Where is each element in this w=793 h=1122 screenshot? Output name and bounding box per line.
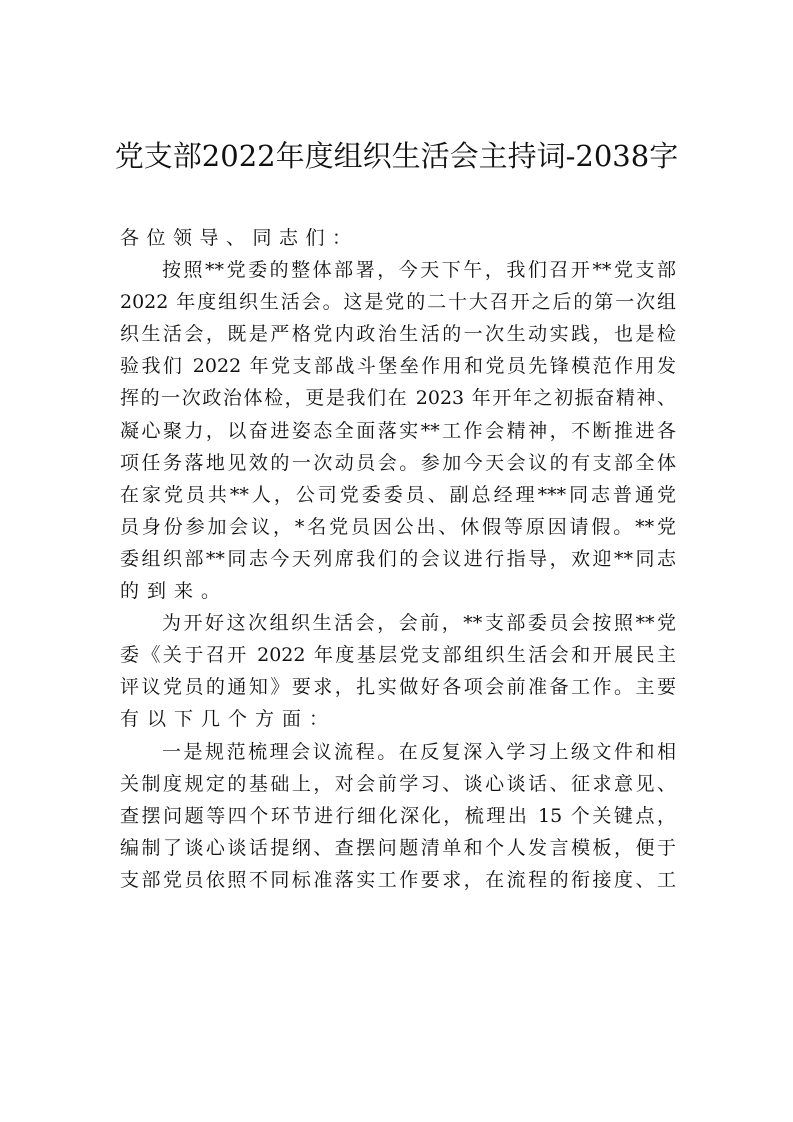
paragraph-line: 为开好这次组织生活会，会前，**支部委员会按照**党: [162, 612, 676, 635]
paragraph-2: [120, 607, 676, 735]
paragraph-line: 关制度规定的基础上，对会前学习、谈心谈话、征求意见、: [120, 772, 676, 795]
paragraph-line: 凝心聚力，以奋进姿态全面落实**工作会精神，不断推进各: [120, 419, 676, 442]
paragraph-line: 项任务落地见效的一次动员会。参加今天会议的有支部全体: [120, 451, 676, 474]
paragraph-line: 的到来。: [120, 580, 229, 603]
paragraph-line: 有以下几个方面：: [120, 708, 337, 731]
paragraph-1: [120, 254, 676, 607]
paragraph-line: 评议党员的通知》要求，扎实做好各项会前准备工作。主要: [120, 676, 676, 699]
paragraph-line: 按照**党委的整体部署，今天下午，我们召开**党支部: [162, 259, 676, 282]
document-title: 党支部2022年度组织生活会主持词-2038字: [114, 139, 679, 173]
paragraph-line: 在家党员共**人，公司党委委员、副总经理***同志普通党: [120, 483, 676, 506]
paragraph-line: 一是规范梳理会议流程。在反复深入学习上级文件和相: [162, 740, 676, 763]
paragraph-line: 编制了谈心谈话提纲、查摆问题清单和个人发言模板，便于: [120, 836, 676, 859]
paragraph-line: 支部党员依照不同标准落实工作要求，在流程的衔接度、工: [120, 868, 676, 891]
paragraph-line: 挥的一次政治体检，更是我们在 2023 年开年之初振奋精神、: [120, 387, 676, 410]
document-body: [120, 222, 676, 896]
paragraph-line: 委组织部**同志今天列席我们的会议进行指导，欢迎**同志: [120, 547, 676, 570]
paragraph-line: 员身份参加会议，*名党员因公出、休假等原因请假。**党: [120, 515, 676, 538]
paragraph-line: 验我们 2022 年党支部战斗堡垒作用和党员先锋模范作用发: [120, 355, 676, 378]
salutation: 各位领导、同志们：: [120, 227, 359, 249]
paragraph-line: 织生活会，既是严格党内政治生活的一次生动实践，也是检: [120, 323, 676, 346]
paragraph-3: [120, 736, 676, 896]
paragraph-line: 查摆问题等四个环节进行细化深化，梳理出 15 个关键点，: [120, 804, 676, 827]
paragraph-line: 委《关于召开 2022 年度基层党支部组织生活会和开展民主: [120, 644, 676, 667]
paragraph-line: 2022 年度组织生活会。这是党的二十大召开之后的第一次组: [120, 291, 676, 314]
